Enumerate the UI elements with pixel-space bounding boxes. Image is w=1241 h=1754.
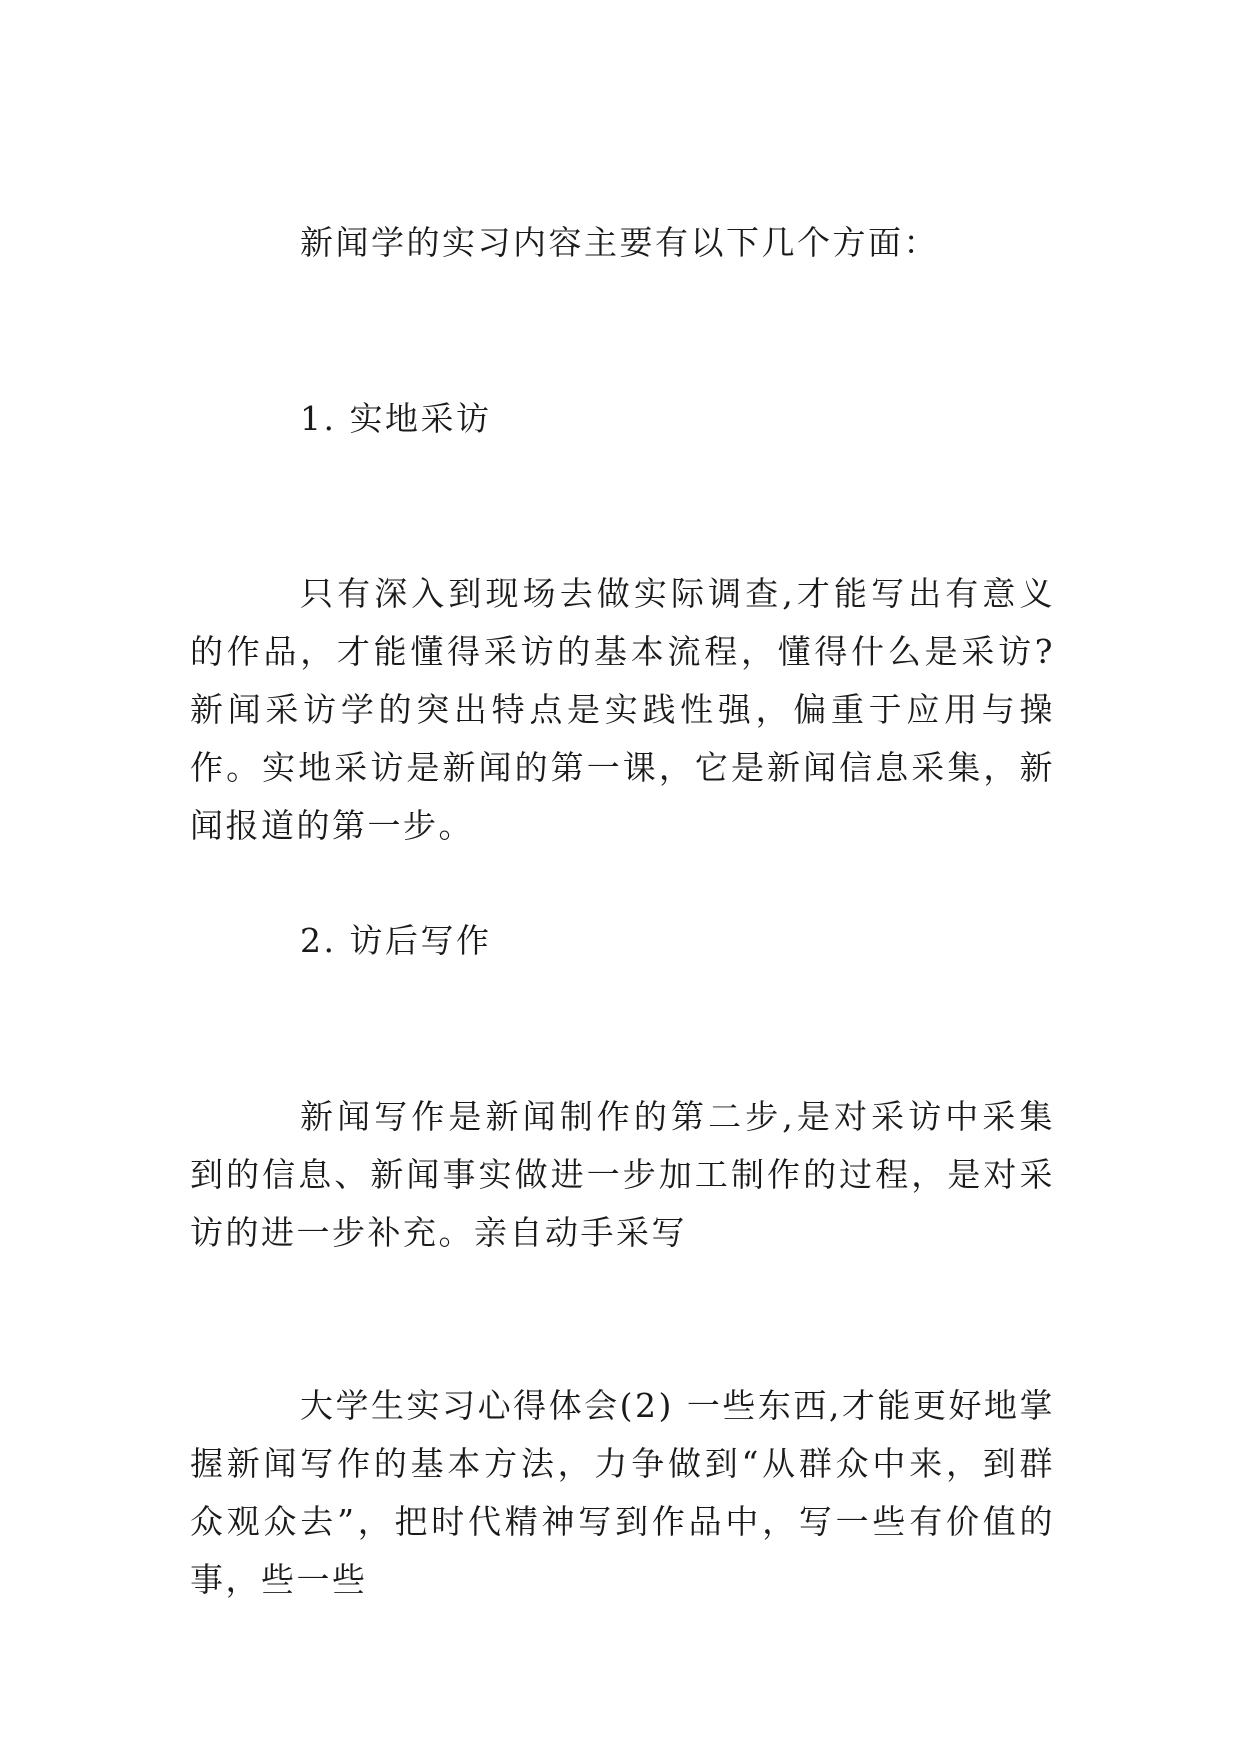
section-1-heading: 1. 实地采访 (300, 399, 492, 438)
continuation-paragraph: 大学生实习心得体会(2) 一些东西,才能更好地掌握新闻写作的基本方法，力争做到“从群众中来，到群众观众去”，把时代精神写到作品中，写一些有价值的事，些一些 (190, 1386, 1055, 1599)
intro-paragraph: 新闻学的实习内容主要有以下几个方面： (300, 223, 939, 262)
section-2-body: 新闻写作是新闻制作的第二步,是对采访中采集到的信息、新闻事实做进一步加工制作的过程，是对采访的进一步补充。亲自动手采写 (190, 1097, 1055, 1252)
section-2-heading: 2. 访后写作 (300, 921, 492, 960)
section-1-body: 只有深入到现场去做实际调查,才能写出有意义的作品，才能懂得采访的基本流程，懂得什么是采访?新闻采访学的突出特点是实践性强，偏重于应用与操作。实地采访是新闻的第一课，它是新闻信息采集，新闻报道的第一步。 (190, 574, 1055, 845)
